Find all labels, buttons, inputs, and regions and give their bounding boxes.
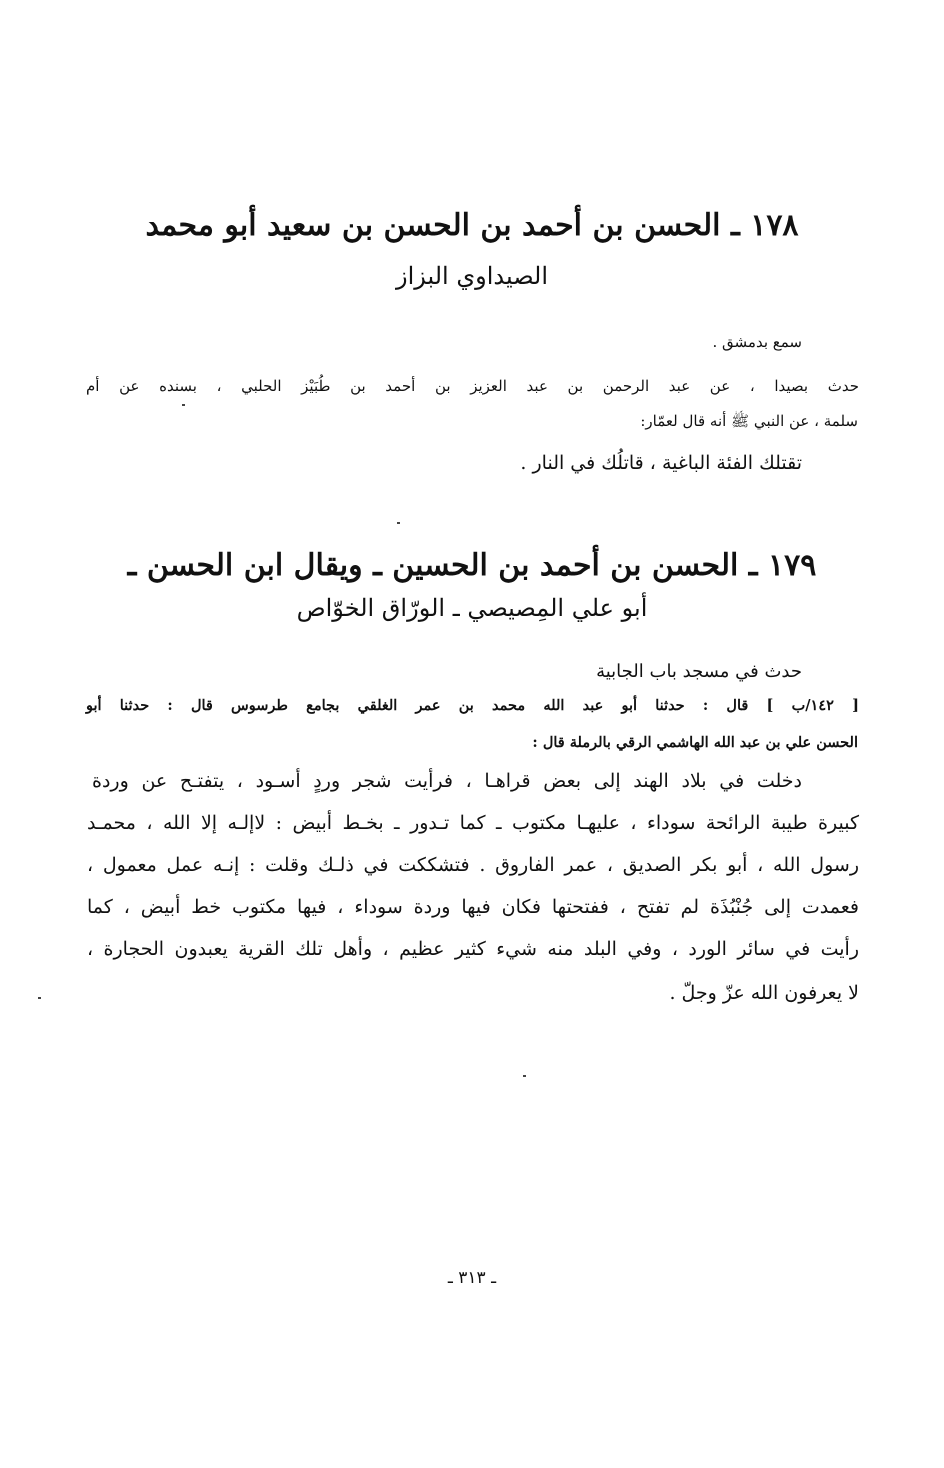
entry-178-hadith: تقتلك الفئة الباغية ، قاتلُك في النار . <box>520 452 802 474</box>
entry-178-title: ١٧٨ ـ الحسن بن أحمد بن الحسن بن سعيد أبو محمد <box>145 208 799 243</box>
entry-179-isnad-line2: الحسن علي بن عبد الله الهاشمي الرقي بالرملة قال : <box>532 734 858 751</box>
entry-179-text-line-2: كبيرة طيبة الرائحة سوداء ، عليهـا مكتوب ـ كما تـدور ـ بخـط أبيض : لاإلـه إلا الله ، محمـد <box>87 812 859 834</box>
entry-179-title: ١٧٩ ـ الحسن بن أحمد بن الحسين ـ ويقال ابن الحسن ـ <box>127 548 817 583</box>
entry-179-text-line-6: لا يعرفون الله عزّ وجلّ . <box>669 982 859 1004</box>
entry-178-subtitle: الصيداوي البزاز <box>395 262 549 290</box>
entry-179-subtitle: أبو علي المِصيصي ـ الورّاق الخوّاص <box>296 594 648 622</box>
entry-178-isnad-line1: حدث بصيدا ، عن عبد الرحمن بن عبد العزيز بن أحمد بن طُبَيْز الحلبي ، بسنده عن أم <box>86 377 859 395</box>
entry-179-text-line-1: دخلت في بلاد الهند إلى بعض قراهـا ، فرأيت شجر وردٍ أسـود ، يتفتـح عن وردة <box>92 770 802 792</box>
entry-179-isnad-line1: [ ١٤٢/ب ] قال : حدثنا أبو عبد الله محمد بن عمر الغلقي بجامع طرسوس قال : حدثنا أبو <box>86 697 859 714</box>
entry-179-text-line-3: رسول الله ، أبو بكر الصديق ، عمر الفاروق . فتشككت في ذلـك وقلت : إنـه عمل معمول ، <box>87 854 859 876</box>
scan-speck <box>523 1075 526 1077</box>
scan-speck <box>397 522 400 524</box>
entry-179-text-line-5: رأيت في سائر الورد ، وفي البلد منه شيء كثير عظيم ، وأهل تلك القرية يعبدون الحجارة ، <box>87 938 859 960</box>
entry-179-note: حدث في مسجد باب الجابية <box>596 661 802 682</box>
scan-speck <box>38 997 41 999</box>
entry-178-isnad-line2: سلمة ، عن النبي ﷺ أنه قال لعمّار: <box>640 412 858 430</box>
entry-178-note: سمع بدمشق . <box>712 333 802 351</box>
entry-179-text-line-4: فعمدت إلى جُنْبُذَة لم تفتح ، ففتحتها فكان فيها وردة سوداء ، فيها مكتوب خط أبيض ، كما <box>87 896 859 918</box>
scan-speck <box>182 404 185 406</box>
page-number: ـ ٣١٣ ـ <box>447 1268 497 1288</box>
